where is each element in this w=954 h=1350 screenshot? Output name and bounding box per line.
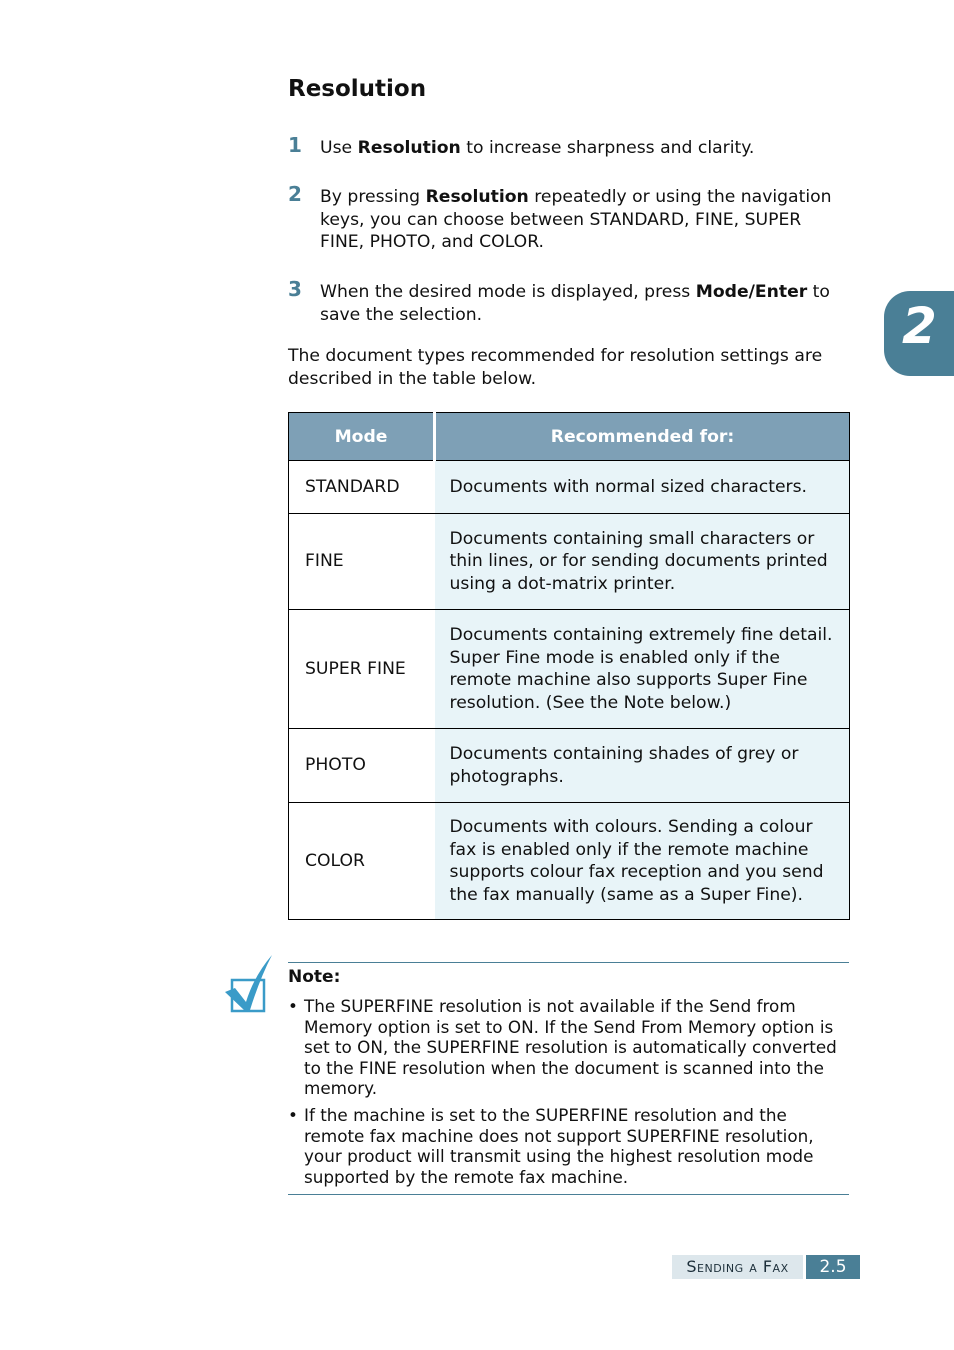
mode-cell: SUPER FINE [289, 610, 435, 729]
note-bottom-divider [288, 1194, 849, 1195]
chapter-number: 2 [902, 297, 937, 355]
desc-cell: Documents containing shades of grey or photographs. [435, 729, 850, 803]
table-row [289, 803, 850, 920]
note-title: Note: [288, 967, 341, 987]
table-row [289, 610, 850, 729]
checkmark-icon [222, 952, 274, 1014]
table-row [289, 729, 850, 803]
desc-cell: Documents with colours. Sending a colour fax is enabled only if the remote machine supports colour fax reception and you send the fax manually (same as a Super Fine). [435, 803, 850, 920]
header-mode: Mode [289, 413, 435, 461]
resolution-table [288, 412, 850, 920]
bullet-dot: • [288, 1105, 298, 1125]
step-number: 1 [288, 133, 302, 157]
intro-paragraph: The document types recommended for resolution settings are described in the table below. [288, 346, 823, 389]
desc-cell: Documents containing extremely fine detail. Super Fine mode is enabled only if the remote machine also supports Super Fine resolution. (See the Note below.) [435, 610, 850, 729]
footer-section-title: Sending a Fax [672, 1255, 803, 1279]
mode-cell: PHOTO [289, 729, 435, 803]
chapter-tab [884, 291, 954, 376]
mode-cell: STANDARD [289, 461, 435, 514]
step-1: 1 Use Resolution to increase sharpness and clarity. [288, 133, 755, 158]
bullet-dot: • [288, 996, 298, 1016]
desc-cell: Documents containing small characters or thin lines, or for sending documents printed using a dot-matrix printer. [435, 514, 850, 610]
desc-cell: Documents with normal sized characters. [435, 461, 850, 514]
note-bullet: • If the machine is set to the SUPERFINE resolution and the remote fax machine does not support SUPERFINE resolution, your product will transmit using the highest resolution mode supported by the remote fax machine. [288, 1105, 814, 1187]
note-top-divider [288, 962, 849, 963]
table-row [289, 461, 850, 514]
table-row [289, 514, 850, 610]
page-title: Resolution [288, 76, 427, 102]
step-2: 2 By pressing Resolution repeatedly or using the navigation keys, you can choose between STANDARD, FINE, SUPER FINE, PHOTO, and COLOR. [288, 182, 832, 252]
header-recommended: Recommended for: [435, 413, 850, 461]
step-3: 3 When the desired mode is displayed, press Mode/Enter to save the selection. [288, 277, 830, 325]
mode-cell: FINE [289, 514, 435, 610]
footer-page-number: 2.5 [806, 1255, 860, 1279]
note-bullet: • The SUPERFINE resolution is not available if the Send from Memory option is set to ON. If the Send From Memory option is set to ON, the SUPERFINE resolution is automatically converted to the FINE resolution when the document is scanned into the memory. [288, 996, 837, 1098]
mode-cell: COLOR [289, 803, 435, 920]
step-number: 2 [288, 182, 302, 206]
step-number: 3 [288, 277, 302, 301]
